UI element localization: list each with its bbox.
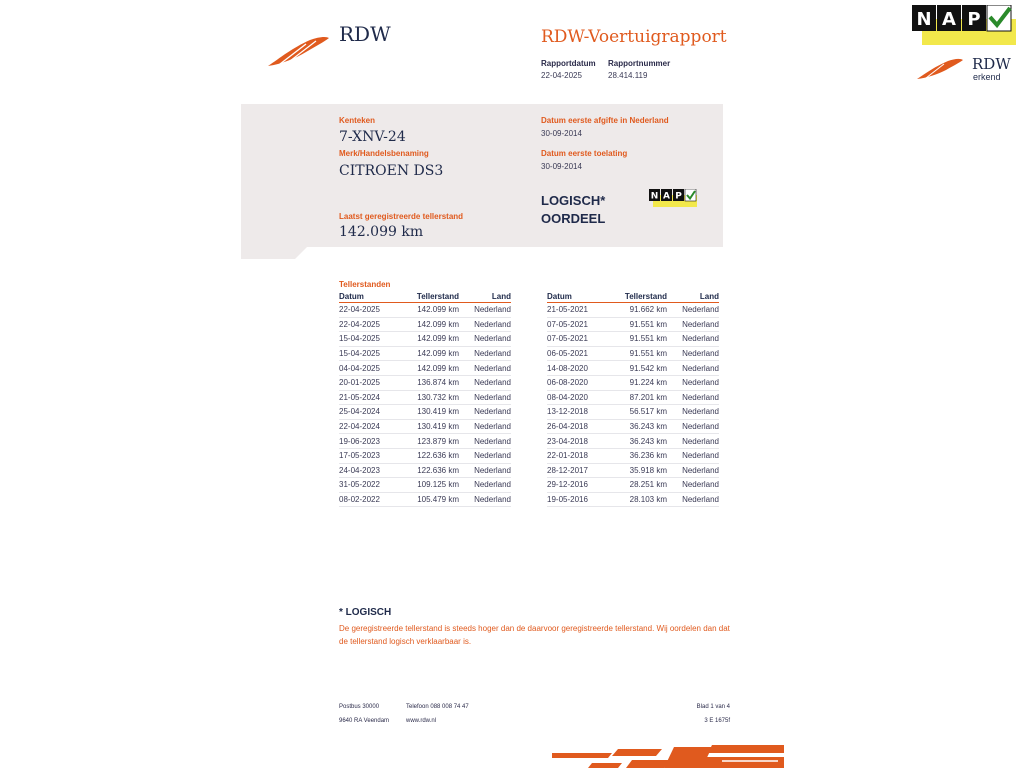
rdw-logo-icon	[266, 34, 330, 68]
toelating-label: Datum eerste toelating	[541, 149, 628, 158]
table-row	[339, 303, 511, 318]
cell-datum: 04-04-2025	[339, 363, 380, 373]
stand-label: Laatst geregistreerde tellerstand	[339, 212, 464, 221]
table-row	[339, 332, 511, 347]
cell-datum: 19-05-2016	[547, 495, 588, 505]
table-row	[339, 449, 511, 464]
cell-land: Nederland	[682, 480, 719, 490]
table-row	[339, 420, 511, 435]
cell-tellerstand: 105.479 km	[417, 495, 459, 505]
cell-land: Nederland	[682, 305, 719, 315]
rdw-erkend-logo-icon	[916, 57, 964, 81]
report-date-label: Rapportdatum	[541, 59, 596, 68]
cell-tellerstand: 28.251 km	[629, 480, 667, 490]
footer-code: 3 E 1675f	[704, 718, 730, 724]
cell-tellerstand: 36.243 km	[629, 422, 667, 432]
nap-letter-n: N	[916, 9, 932, 30]
nap-small-letter-a: A	[663, 191, 670, 202]
footnote-title: * LOGISCH	[339, 607, 392, 618]
table-row	[547, 318, 719, 333]
cell-datum: 15-04-2025	[339, 334, 380, 344]
kenteken-label: Kenteken	[339, 116, 376, 125]
merk-value: CITROEN DS3	[339, 163, 444, 179]
cell-datum: 23-04-2018	[547, 436, 588, 446]
cell-tellerstand: 122.636 km	[417, 465, 459, 475]
cell-land: Nederland	[682, 378, 719, 388]
nap-small-letter-n: N	[650, 191, 659, 202]
cell-land: Nederland	[682, 436, 719, 446]
table-row	[547, 420, 719, 435]
table-row	[339, 405, 511, 420]
cell-datum: 21-05-2021	[547, 305, 588, 315]
rdw-erkend-brand: RDW	[972, 55, 1011, 73]
cell-tellerstand: 136.874 km	[417, 378, 459, 388]
cell-tellerstand: 91.551 km	[629, 334, 667, 344]
cell-land: Nederland	[682, 349, 719, 359]
cell-land: Nederland	[682, 334, 719, 344]
table-row	[339, 391, 511, 406]
cell-land: Nederland	[474, 422, 511, 432]
table-row	[547, 347, 719, 362]
footer-postbus: Postbus 30000	[339, 704, 380, 710]
cell-tellerstand: 130.419 km	[417, 407, 459, 417]
cell-land: Nederland	[474, 451, 511, 461]
brand-title: RDW	[339, 22, 391, 46]
vehicle-panel	[241, 104, 723, 259]
table-body-right	[547, 303, 719, 507]
table-row	[547, 434, 719, 449]
cell-land: Nederland	[474, 305, 511, 315]
cell-land: Nederland	[474, 495, 511, 505]
cell-datum: 07-05-2021	[547, 334, 588, 344]
afgifte-value: 30-09-2014	[541, 129, 582, 138]
cell-tellerstand: 142.099 km	[417, 363, 459, 373]
cell-tellerstand: 91.551 km	[629, 349, 667, 359]
table-row	[547, 449, 719, 464]
table-row	[547, 391, 719, 406]
col-tellerstand: Tellerstand	[416, 292, 459, 301]
cell-land: Nederland	[474, 436, 511, 446]
cell-datum: 28-12-2017	[547, 465, 588, 475]
nap-small-logo-icon	[649, 189, 697, 207]
cell-datum: 06-05-2021	[547, 349, 588, 359]
cell-tellerstand: 142.099 km	[417, 334, 459, 344]
col-datum: Datum	[547, 292, 572, 301]
table-body-left	[339, 303, 511, 507]
cell-land: Nederland	[474, 349, 511, 359]
table-row	[339, 434, 511, 449]
cell-land: Nederland	[474, 480, 511, 490]
nap-small-letter-p: P	[675, 191, 682, 202]
table-row	[547, 405, 719, 420]
cell-datum: 19-06-2023	[339, 436, 380, 446]
cell-datum: 08-04-2020	[547, 392, 588, 402]
cell-land: Nederland	[474, 319, 511, 329]
table-row	[547, 478, 719, 493]
cell-land: Nederland	[682, 422, 719, 432]
cell-datum: 22-04-2025	[339, 305, 380, 315]
table-header	[547, 292, 719, 303]
table-row	[339, 347, 511, 362]
kenteken-value: 7-XNV-24	[339, 129, 406, 145]
col-land: Land	[699, 292, 719, 301]
cell-datum: 07-05-2021	[547, 319, 588, 329]
cell-datum: 20-01-2025	[339, 378, 380, 388]
cell-datum: 22-01-2018	[547, 451, 588, 461]
cell-datum: 25-04-2024	[339, 407, 380, 417]
cell-tellerstand: 91.662 km	[629, 305, 667, 315]
cell-land: Nederland	[682, 451, 719, 461]
cell-land: Nederland	[474, 392, 511, 402]
cell-tellerstand: 87.201 km	[629, 392, 667, 402]
cell-tellerstand: 142.099 km	[417, 305, 459, 315]
cell-land: Nederland	[474, 465, 511, 475]
cell-tellerstand: 91.224 km	[629, 378, 667, 388]
table-row	[339, 478, 511, 493]
cell-datum: 13-12-2018	[547, 407, 588, 417]
cell-tellerstand: 122.636 km	[417, 451, 459, 461]
cell-land: Nederland	[682, 407, 719, 417]
cell-tellerstand: 142.099 km	[417, 349, 459, 359]
table-row	[547, 464, 719, 479]
col-tellerstand: Tellerstand	[624, 292, 667, 301]
table-row	[339, 318, 511, 333]
cell-datum: 08-02-2022	[339, 495, 380, 505]
table-row	[339, 493, 511, 508]
merk-label: Merk/Handelsbenaming	[339, 149, 429, 158]
cell-land: Nederland	[474, 378, 511, 388]
nap-letter-a: A	[942, 9, 956, 30]
footer-page: Blad 1 van 4	[696, 704, 730, 710]
cell-tellerstand: 36.243 km	[629, 436, 667, 446]
cell-tellerstand: 56.517 km	[629, 407, 667, 417]
cell-land: Nederland	[474, 363, 511, 373]
table-row	[547, 493, 719, 508]
verdict	[541, 192, 605, 228]
cell-datum: 31-05-2022	[339, 480, 380, 490]
rdw-erkend-sub: erkend	[973, 72, 1001, 82]
table-header	[339, 292, 511, 303]
cell-tellerstand: 36.236 km	[629, 451, 667, 461]
table-row	[547, 332, 719, 347]
tellerstanden-label: Tellerstanden	[339, 280, 391, 289]
toelating-value: 30-09-2014	[541, 162, 582, 171]
tellerstanden-table-right	[547, 292, 719, 507]
cell-datum: 22-04-2024	[339, 422, 380, 432]
footnote-text: De geregistreerde tellerstand is steeds hoger dan de daarvoor geregistreerde tellerstand. Wij oordelen dan dat de tellerstand logisch verklaarbaar is.	[339, 624, 730, 646]
cell-tellerstand: 35.918 km	[629, 465, 667, 475]
cell-datum: 26-04-2018	[547, 422, 588, 432]
cell-tellerstand: 130.732 km	[417, 392, 459, 402]
stand-value: 142.099 km	[339, 224, 424, 240]
cell-datum: 14-08-2020	[547, 363, 588, 373]
verdict-line-1: LOGISCH*	[541, 193, 606, 208]
col-land: Land	[491, 292, 511, 301]
footer-website: www.rdw.nl	[406, 718, 437, 724]
table-row	[339, 376, 511, 391]
cell-tellerstand: 28.103 km	[629, 495, 667, 505]
cell-land: Nederland	[474, 334, 511, 344]
table-row	[339, 464, 511, 479]
rdw-stripes-decoration	[552, 745, 784, 768]
cell-tellerstand: 91.542 km	[629, 363, 667, 373]
table-row	[547, 361, 719, 376]
footer-address: 9640 RA Veendam	[339, 718, 390, 724]
cell-land: Nederland	[682, 319, 719, 329]
cell-tellerstand: 91.551 km	[629, 319, 667, 329]
report-number-value: 28.414.119	[608, 71, 648, 80]
report-date-value: 22-04-2025	[541, 71, 582, 80]
cell-tellerstand: 109.125 km	[417, 480, 459, 490]
cell-land: Nederland	[682, 495, 719, 505]
cell-tellerstand: 130.419 km	[417, 422, 459, 432]
footer-telefoon: Telefoon 088 008 74 47	[406, 704, 469, 710]
cell-land: Nederland	[682, 363, 719, 373]
nap-logo-icon	[912, 5, 1016, 45]
cell-datum: 17-05-2023	[339, 451, 380, 461]
cell-tellerstand: 142.099 km	[417, 319, 459, 329]
panel-background	[241, 104, 723, 259]
table-row	[547, 303, 719, 318]
cell-land: Nederland	[474, 407, 511, 417]
col-datum: Datum	[339, 292, 364, 301]
cell-tellerstand: 123.879 km	[417, 436, 459, 446]
cell-datum: 15-04-2025	[339, 349, 380, 359]
cell-datum: 22-04-2025	[339, 319, 380, 329]
cell-datum: 06-08-2020	[547, 378, 588, 388]
cell-datum: 21-05-2024	[339, 392, 380, 402]
cell-datum: 24-04-2023	[339, 465, 380, 475]
table-row	[339, 361, 511, 376]
cell-land: Nederland	[682, 465, 719, 475]
report-title: RDW-Voertuigrapport	[541, 27, 727, 47]
cell-datum: 29-12-2016	[547, 480, 588, 490]
table-row	[547, 376, 719, 391]
tellerstanden-table-left	[339, 292, 511, 507]
verdict-line-2: OORDEEL	[541, 211, 606, 226]
afgifte-label: Datum eerste afgifte in Nederland	[541, 116, 669, 125]
report-number-label: Rapportnummer	[608, 59, 671, 68]
nap-letter-p: P	[967, 9, 981, 30]
cell-land: Nederland	[682, 392, 719, 402]
